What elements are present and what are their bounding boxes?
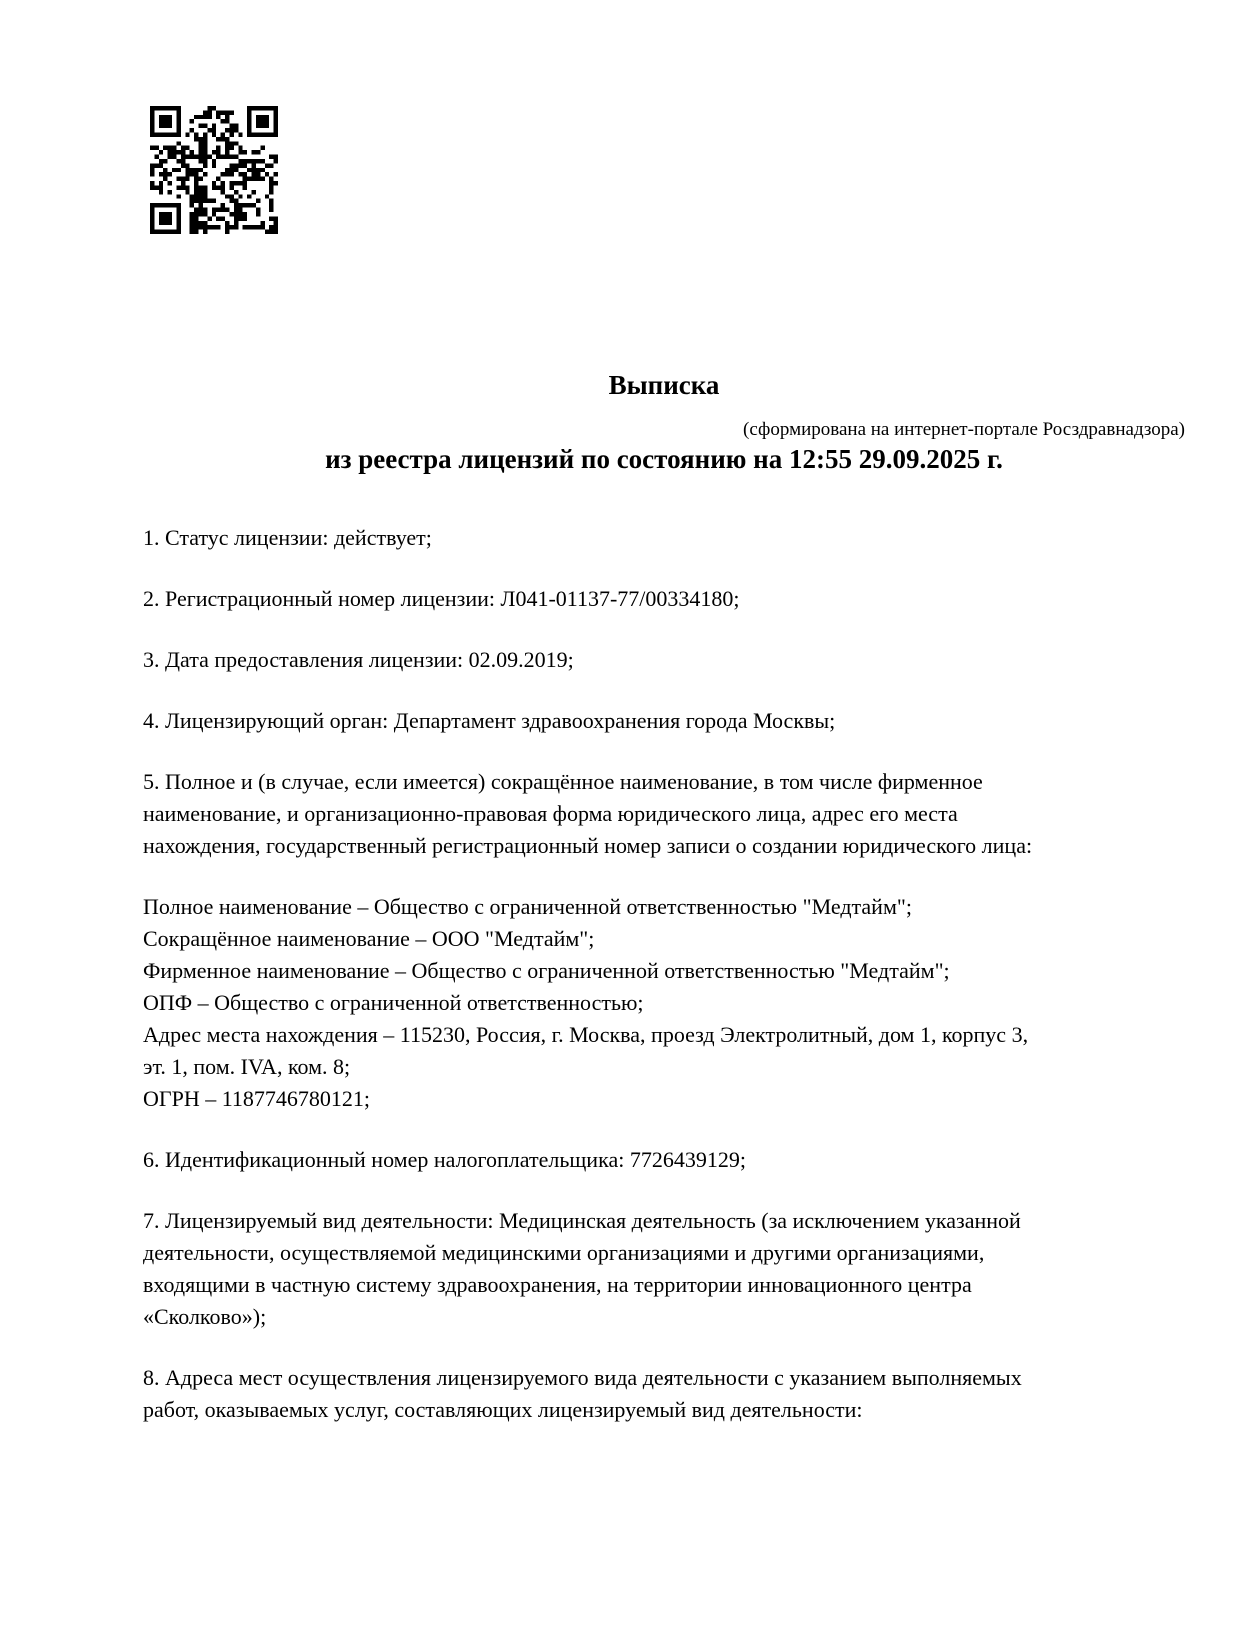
paragraph-line: входящими в частную систему здравоохранения, на территории инновационного центра bbox=[143, 1272, 972, 1297]
paragraph-licensed-activity bbox=[143, 1205, 1213, 1333]
paragraph-line: эт. 1, пом. IVA, ком. 8; bbox=[143, 1054, 351, 1079]
document-subtitle: (сформирована на интернет-портале Росздравнадзора) bbox=[743, 419, 1185, 440]
paragraph-status bbox=[143, 522, 1213, 554]
paragraph-registration-number bbox=[143, 583, 1213, 615]
paragraph-line: работ, оказываемых услуг, составляющих лицензируемый вид деятельности: bbox=[143, 1397, 863, 1422]
paragraph-line: деятельности, осуществляемой медицинскими организациями и другими организациями, bbox=[143, 1240, 985, 1265]
paragraph-licensing-authority bbox=[143, 705, 1213, 737]
paragraph-line: наименование, и организационно-правовая форма юридического лица, адрес его места bbox=[143, 801, 958, 826]
paragraph-line: ОПФ – Общество с ограниченной ответственностью; bbox=[143, 990, 644, 1015]
paragraph-line: 3. Дата предоставления лицензии: 02.09.2019; bbox=[143, 647, 574, 672]
paragraph-line: 5. Полное и (в случае, если имеется) сокращённое наименование, в том числе фирменное bbox=[143, 769, 983, 794]
paragraph-line: Фирменное наименование – Общество с ограниченной ответственностью "Медтайм"; bbox=[143, 958, 950, 983]
paragraph-taxpayer-number bbox=[143, 1144, 1213, 1176]
paragraph-line: 8. Адреса мест осуществления лицензируемого вида деятельности с указанием выполняемых bbox=[143, 1365, 1022, 1390]
paragraph-line: Адрес места нахождения – 115230, Россия, г. Москва, проезд Электролитный, дом 1, корпус 3, bbox=[143, 1022, 1029, 1047]
qr-code-icon bbox=[150, 106, 278, 234]
paragraph-organization-details bbox=[143, 891, 1213, 1115]
paragraph-line: ОГРН – 1187746780121; bbox=[143, 1086, 371, 1111]
document-title-line1: Выписка bbox=[608, 370, 720, 400]
paragraph-line: Сокращённое наименование – ООО "Медтайм"; bbox=[143, 926, 595, 951]
paragraph-grant-date bbox=[143, 644, 1213, 676]
paragraph-line: нахождения, государственный регистрационный номер записи о создании юридического лица: bbox=[143, 833, 1033, 858]
paragraph-line: 2. Регистрационный номер лицензии: Л041-01137-77/00334180; bbox=[143, 586, 740, 611]
document-body bbox=[143, 522, 1213, 1455]
paragraph-line: Полное наименование – Общество с ограниченной ответственностью "Медтайм"; bbox=[143, 894, 912, 919]
paragraph-line: 7. Лицензируемый вид деятельности: Медицинская деятельность (за исключением указанной bbox=[143, 1208, 1021, 1233]
paragraph-item-5-intro bbox=[143, 766, 1213, 862]
paragraph-line: 4. Лицензирующий орган: Департамент здравоохранения города Москвы; bbox=[143, 708, 836, 733]
document-title-line2: из реестра лицензий по состоянию на 12:55 29.09.2025 г. bbox=[325, 444, 1003, 474]
paragraph-line: 6. Идентификационный номер налогоплательщика: 7726439129; bbox=[143, 1147, 746, 1172]
paragraph-line: 1. Статус лицензии: действует; bbox=[143, 525, 432, 550]
paragraph-line: «Сколково»); bbox=[143, 1304, 267, 1329]
paragraph-activity-addresses bbox=[143, 1362, 1213, 1426]
